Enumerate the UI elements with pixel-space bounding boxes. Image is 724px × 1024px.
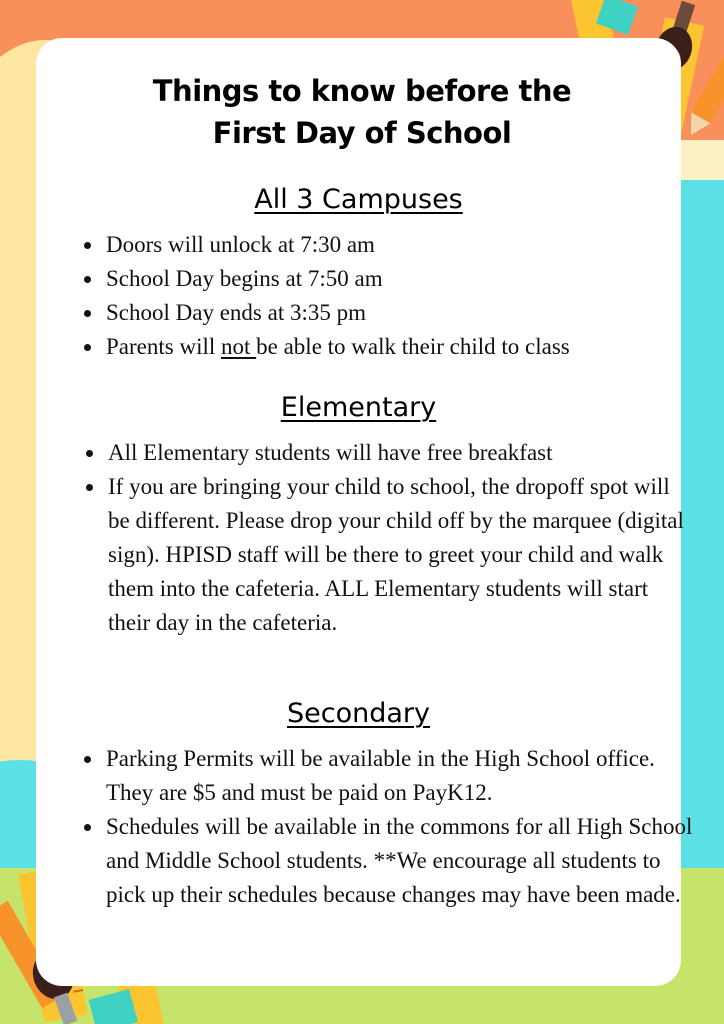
page-title bbox=[0, 70, 724, 154]
section-heading-secondary: Secondary bbox=[287, 698, 430, 729]
list-item: • Schedules will be available in the commons for all High School and Middle School students. **We encourage all students to pick up their schedules because changes may have been made. bbox=[104, 810, 694, 912]
section-heading-elementary: Elementary bbox=[280, 392, 437, 423]
parents-text-after: be able to walk their child to class bbox=[256, 334, 570, 359]
list-item: • School Day begins at 7:50 am bbox=[104, 262, 694, 296]
list-item: • Parking Permits will be available in the High School office. They are $5 and must be paid on PayK12. bbox=[104, 742, 694, 810]
page-title-line-2: First Day of School bbox=[212, 116, 512, 150]
list-item-parents bbox=[104, 330, 694, 364]
list-item: • Doors will unlock at 7:30 am bbox=[104, 228, 694, 262]
list-item: • All Elementary students will have free breakfast bbox=[106, 436, 686, 470]
parents-text-before: Parents will bbox=[106, 334, 221, 359]
page-title-line-1: Things to know before the bbox=[152, 74, 572, 108]
section-heading-all-campuses: All 3 Campuses bbox=[254, 184, 463, 215]
list-item: • School Day ends at 3:35 pm bbox=[104, 296, 694, 330]
elementary-list bbox=[82, 436, 686, 640]
secondary-list bbox=[80, 742, 694, 912]
parents-text-underlined: not bbox=[221, 334, 257, 359]
list-item: • If you are bringing your child to school, the dropoff spot will be different. Please drop your child off by the marquee (digital sign). HPISD staff will be there to greet your child and walk them into the cafeteria. ALL Elementary students will start their day in the cafeteria. bbox=[106, 470, 686, 640]
all-campuses-list bbox=[80, 228, 694, 364]
